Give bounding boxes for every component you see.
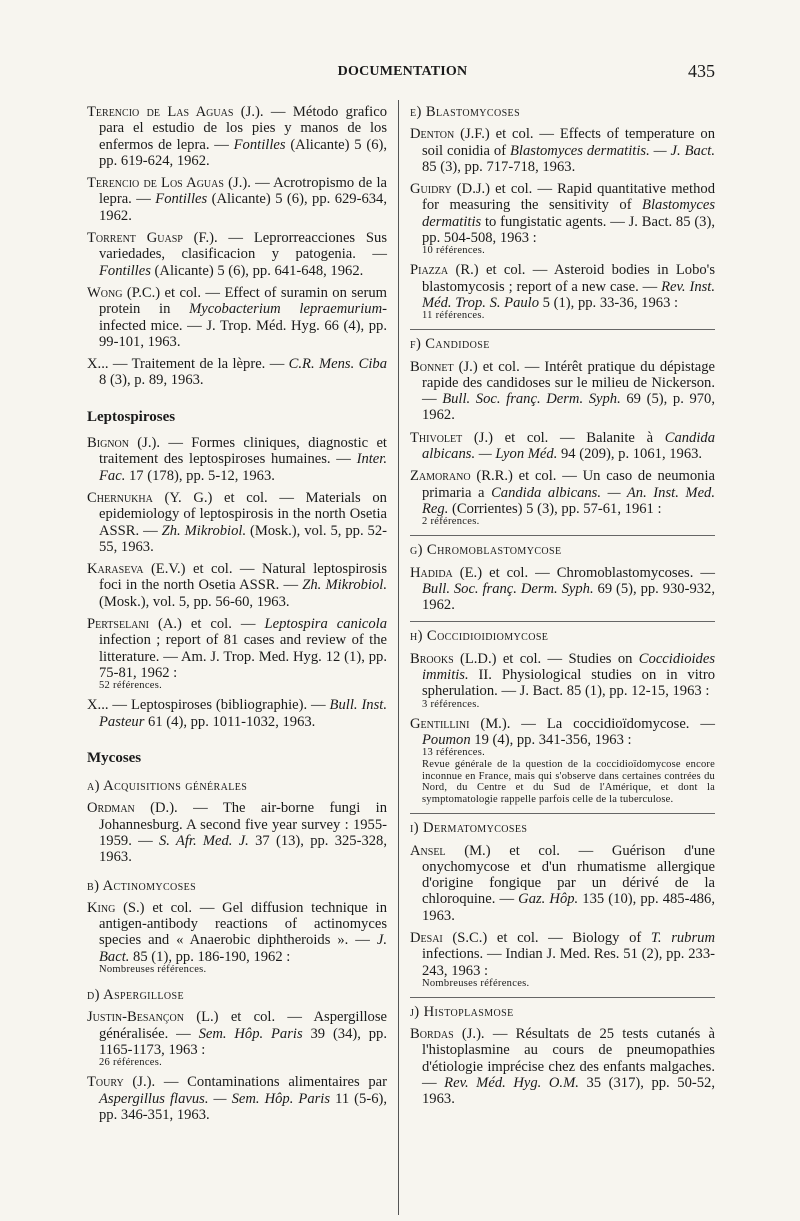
entry-text: et col. — Rapid quantitative method for measuring the sensitivity of <box>422 181 715 214</box>
subsection-candidose: f) Candidose <box>410 336 490 353</box>
entry-author: Guidry (D.J.) <box>410 181 491 198</box>
entry-rest: 8 (3), p. 89, 1963. <box>99 372 204 389</box>
entry-journal: Bull. Soc. franç. Derm. Syph. <box>422 580 594 597</box>
bibliography-entry <box>410 126 715 175</box>
bibliography-entry <box>410 565 715 614</box>
entry-text: et col. — Intérêt pratique du dépistage rapide des candidoses sur le milieu de Nickerson. — <box>422 358 716 408</box>
bibliography-entry <box>410 468 715 527</box>
entry-note: 2 références. <box>422 516 480 528</box>
entry-journal: Fontilles <box>99 262 151 279</box>
bibliography-entry <box>87 435 387 484</box>
entry-journal: Coccidioides immitis. <box>422 650 715 684</box>
left-column <box>87 104 387 1129</box>
subsection-blastomycoses: e) Blastomycoses <box>410 104 521 120</box>
section-rule <box>410 621 715 622</box>
entry-author: Toury (J.). <box>87 1074 156 1091</box>
entry-note: Nombreuses références. <box>422 977 530 989</box>
entry-rest: 61 (4), pp. 1011-1032, 1963. <box>144 713 316 730</box>
entry-rest: -infected mice. — J. Trop. Méd. Hyg. 66 (4), pp. 99-101, 1963. <box>99 301 387 350</box>
entry-note: 10 références. <box>422 245 486 257</box>
leptospiroses-entries <box>87 435 387 730</box>
entry-journal: Sem. Hôp. Paris <box>198 1025 303 1042</box>
entry-journal: J. Bact. <box>99 932 387 965</box>
entry-text: et col. — Effects of temperature on soil conidia of <box>422 126 715 159</box>
entry-journal: Zh. Mikrobiol. <box>302 577 387 594</box>
entry-author: Terencio de Las Aguas (J.). <box>87 104 264 120</box>
entry-rest: 85 (3), pp. 717-718, 1963. <box>422 158 576 175</box>
page-number: 435 <box>688 61 715 81</box>
aspergillose-entries <box>87 1009 387 1123</box>
entry-text: — Leprorreacciones Sus variedades, clasificacion y patogenia. — <box>99 230 387 263</box>
entry-text: et col. — Chromoblastomycoses. — <box>482 564 716 581</box>
entry-rest: 35 (317), pp. 50-52, 1963. <box>422 1075 715 1108</box>
entry-text: — Traitement de la lèpre. — <box>108 356 289 373</box>
section-rule <box>410 997 715 998</box>
entry-note: 26 références. <box>99 1057 163 1069</box>
entry-journal: Gaz. Hôp. <box>518 891 579 908</box>
entry-author: Chernukha (Y. G.) <box>87 489 213 506</box>
entry-rest: to fungistatic agents. — J. Bact. 85 (3), pp. 504-508, 1963 : <box>422 213 715 247</box>
entry-rest: (Alicante) 5 (6), pp. 641-648, 1962. <box>150 262 364 279</box>
entry-note: 3 références. <box>422 698 480 710</box>
column-divider <box>398 100 399 1215</box>
subsection-aspergillose: d) Aspergillose <box>87 987 185 1004</box>
entry-journal: Aspergillus flavus. — Sem. Hôp. Paris <box>99 1090 331 1107</box>
entry-journal: Poumon <box>422 731 471 748</box>
subsection-histoplasmose: j) Histoplasmose <box>410 1003 514 1020</box>
entry-text: et col. — Biology of <box>487 929 651 946</box>
entry-journal: Zh. Mikrobiol. <box>161 522 247 539</box>
bibliography-entry <box>87 1074 387 1123</box>
entry-text: — Leptospiroses (bibliographie). — <box>108 697 330 714</box>
bibliography-entry <box>87 800 387 865</box>
entry-author: Piazza (R.) <box>410 262 479 279</box>
page-header <box>90 61 715 88</box>
entry-author: Bordas (J.). <box>410 1026 485 1043</box>
entry-author: X... <box>87 697 109 714</box>
entry-rest: 19 (4), pp. 341-356, 1963 : <box>470 731 632 748</box>
bibliography-entry <box>87 900 387 975</box>
bibliography-entry <box>87 175 387 224</box>
entry-text: — Résultats de 25 tests cutanés à l'histoplasmine au cours de pneumopathies d'étiologie imprécise chez des enfants malgaches. — <box>422 1026 715 1092</box>
dermatomycoses-entries <box>410 843 715 989</box>
subsection-coccidioidiomycose: h) Coccidioidiomycose <box>410 628 549 645</box>
entry-author: Torrent Guasp (F.). <box>87 230 218 247</box>
entry-journal: C.R. Mens. Ciba <box>288 356 388 373</box>
entry-author: Karaseva (E.V.) <box>87 561 186 578</box>
blastomycoses-entries <box>410 126 715 321</box>
entry-note: 11 références. <box>422 310 485 322</box>
section-heading-leptospiroses: Leptospiroses <box>87 408 176 425</box>
bibliography-entry <box>87 490 387 555</box>
entry-journal: Candida albicans. — Lyon Méd. <box>422 429 715 463</box>
entry-rest: 5 (1), pp. 33-36, 1963 : <box>539 294 679 311</box>
bibliography-entry <box>87 616 387 691</box>
entry-text: et col. — Studies on <box>496 650 639 667</box>
entry-journal: Bull. Inst. Pasteur <box>99 697 387 730</box>
entry-rest: (Alicante) 5 (6), pp. 629-634, 1962. <box>99 191 387 224</box>
entry-rest: infection ; report of 81 cases and review of the litterature. — Am. J. Trop. Med. Hyg. 12 (1), pp. 75-81, 1962 : <box>99 632 387 681</box>
actinomycoses-entries <box>87 900 387 975</box>
coccidioidiomycose-entries <box>410 651 715 805</box>
entry-rest: 11 (5-6), pp. 346-351, 1963. <box>99 1090 387 1123</box>
entry-journal: T. rubrum <box>650 929 715 946</box>
bibliography-entry <box>410 262 715 321</box>
acquisitions-entries <box>87 800 387 865</box>
entry-journal: Blastomyces dermatitis. — J. Bact. <box>510 142 715 159</box>
section-rule <box>410 813 715 814</box>
entry-author: Brooks (L.D.) <box>410 650 497 667</box>
entry-rest: 37 (13), pp. 325-328, 1963. <box>99 832 387 866</box>
entry-note: 52 références. <box>99 680 163 692</box>
entry-text: — Formes cliniques, diagnostic et traitement des leptospiroses humaines. — <box>99 435 387 468</box>
entry-author: King (S.) <box>87 899 145 916</box>
bibliography-entry <box>87 230 387 279</box>
bibliography-entry <box>87 356 387 389</box>
entry-rest: 39 (34), pp. 1165-1173, 1963 : <box>99 1025 388 1058</box>
bibliography-entry <box>87 561 387 610</box>
entry-journal: Leptospira canicola <box>264 616 388 633</box>
entry-author: X... <box>87 356 109 373</box>
entry-journal: Fontilles <box>155 191 208 208</box>
chromoblastomycose-entries <box>410 565 715 614</box>
entry-text: et col. — Gel diffusion technique in antigen-antibody reactions of actinomyces species and « Anaerobic diphtheroids ». — <box>99 899 387 949</box>
subsection-chromoblastomycose: g) Chromoblastomycose <box>410 542 562 559</box>
bibliography-entry <box>410 1026 715 1107</box>
entry-rest: (Alicante) 5 (6), pp. 619-624, 1962. <box>99 136 388 169</box>
entry-text: et col. — Effect of suramin on serum protein in <box>99 284 387 318</box>
entry-author: Denton (J.F.) <box>410 126 490 143</box>
running-title: DOCUMENTATION <box>337 64 468 79</box>
entry-rest: (Mosk.), vol. 5, pp. 52-55, 1963. <box>99 522 388 555</box>
histoplasmose-entries <box>410 1026 715 1107</box>
entry-author: Zamorano (R.R.) <box>410 468 513 485</box>
right-column <box>410 104 715 1114</box>
entry-author: Pertselani (A.) <box>87 616 182 633</box>
entry-author: Terencio de Los Aguas (J.). <box>87 175 251 192</box>
entry-author: Bignon (J.). <box>87 435 160 452</box>
entry-text: — Contaminations alimentaires par <box>155 1074 387 1091</box>
entry-author: Gentillini (M.). <box>410 715 511 732</box>
entry-text: — Acrotropismo de la lepra. — <box>99 175 387 208</box>
entry-text: et col. — Balanite à <box>492 429 665 446</box>
bibliography-entry <box>410 430 715 463</box>
subsection-dermatomycoses: i) Dermatomycoses <box>410 820 528 837</box>
entry-text: et col. — Guérison d'une onychomycose et d'un rhumatisme allergique d'origine fongique par un dérivé de la chloroquine. — <box>422 842 715 908</box>
entry-rest: (Mosk.), vol. 5, pp. 56-60, 1963. <box>99 593 290 610</box>
entry-journal: Mycobacterium lepraemurium <box>189 301 383 318</box>
entry-text: et col. — Materials on epidemiology of leptospirosis in the north Osetia ASSR. — <box>99 489 387 539</box>
entry-text: et col. — <box>181 616 265 633</box>
entry-rest: 69 (5), p. 970, 1962. <box>422 391 715 424</box>
bibliography-entry <box>87 104 387 169</box>
entry-journal: Rev. Inst. Méd. Trop. S. Paulo <box>422 278 716 311</box>
bibliography-entry <box>410 359 715 424</box>
subsection-acquisitions: a) Acquisitions générales <box>87 778 248 795</box>
entry-note: Nombreuses références. <box>99 964 207 976</box>
bibliography-entry <box>87 1009 387 1068</box>
entry-text: et col. — Un caso de neumonia primaria a <box>422 468 716 501</box>
entry-text: — La coccidioïdomycose. — <box>510 715 715 732</box>
entry-journal: Inter. Fac. <box>99 451 387 484</box>
entry-journal: Rev. Méd. Hyg. O.M. <box>444 1075 579 1092</box>
entry-text: — The air-borne fungi in Johannesburg. A second five year survey : 1955-1959. — <box>99 800 387 849</box>
entry-author: Justin-Besançon (L.) <box>87 1009 219 1026</box>
entry-rest: (Corrientes) 5 (3), pp. 57-61, 1961 : <box>448 500 662 517</box>
candidose-entries <box>410 359 715 528</box>
entry-rest: II. Physiological studies on in vitro spherulation. — J. Bact. 85 (1), pp. 12-15, 1963 : <box>422 667 715 700</box>
top-entries <box>87 104 387 389</box>
entry-author: Thivolet (J.) <box>410 429 493 446</box>
entry-note: 13 références. <box>422 747 486 759</box>
bibliography-entry <box>410 716 715 806</box>
entry-text: et col. — Asteroid bodies in Lobo's blastomycosis ; report of a new case. — <box>422 262 715 295</box>
entry-journal: Blastomyces dermatitis <box>422 197 715 230</box>
section-rule <box>410 329 715 330</box>
entry-author: Hadida (E.) <box>410 564 483 581</box>
entry-text: et col. — Aspergillose généralisée. — <box>99 1009 388 1042</box>
bibliography-entry <box>410 651 715 710</box>
bibliography-entry <box>410 930 715 989</box>
bibliography-entry <box>410 843 715 924</box>
entry-author: Desai (S.C.) <box>410 929 488 946</box>
section-rule <box>410 535 715 536</box>
bibliography-entry <box>87 697 387 730</box>
entry-author: Ordman (D.). <box>87 800 178 817</box>
entry-journal: Candida albicans. — An. Inst. Med. Reg. <box>422 484 715 517</box>
entry-rest: 94 (209), p. 1061, 1963. <box>557 446 703 463</box>
bibliography-entry <box>410 181 715 256</box>
entry-rest: 135 (10), pp. 485-486, 1963. <box>422 891 715 924</box>
entry-journal: Bull. Soc. franç. Derm. Syph. <box>442 391 621 408</box>
entry-rest: 69 (5), pp. 930-932, 1962. <box>422 580 715 614</box>
entry-abstract: Revue générale de la question de la coccidioïdomycose encore inconnue en France, mais qui s'observe dans certaines contrées du Nord, du Centre et du Sud de l'Amérique, et dont la symptomatologie rappelle parfois celle de la tuberculose. <box>422 759 715 805</box>
entry-journal: S. Afr. Med. J. <box>158 832 249 849</box>
entry-rest: 17 (178), pp. 5-12, 1963. <box>125 467 275 484</box>
bibliography-entry <box>87 285 387 350</box>
entry-text: et col. — Natural leptospirosis foci in the north Osetia ASSR. — <box>99 561 387 594</box>
entry-text: — Método grafico para el estudio de los pies y manos de los enfermos de lepra. — <box>99 104 387 153</box>
subsection-actinomycoses: b) Actinomycoses <box>87 877 197 894</box>
entry-rest: infections. — Indian J. Med. Res. 51 (2), pp. 233-243, 1963 : <box>422 946 715 979</box>
entry-author: Wong (P.C.) <box>87 284 161 301</box>
section-heading-mycoses: Mycoses <box>87 749 142 766</box>
entry-rest: 85 (1), pp. 186-190, 1962 : <box>129 948 291 965</box>
entry-journal: Fontilles <box>233 136 286 153</box>
entry-author: Bonnet (J.) <box>410 358 478 375</box>
entry-author: Ansel (M.) <box>410 842 491 859</box>
